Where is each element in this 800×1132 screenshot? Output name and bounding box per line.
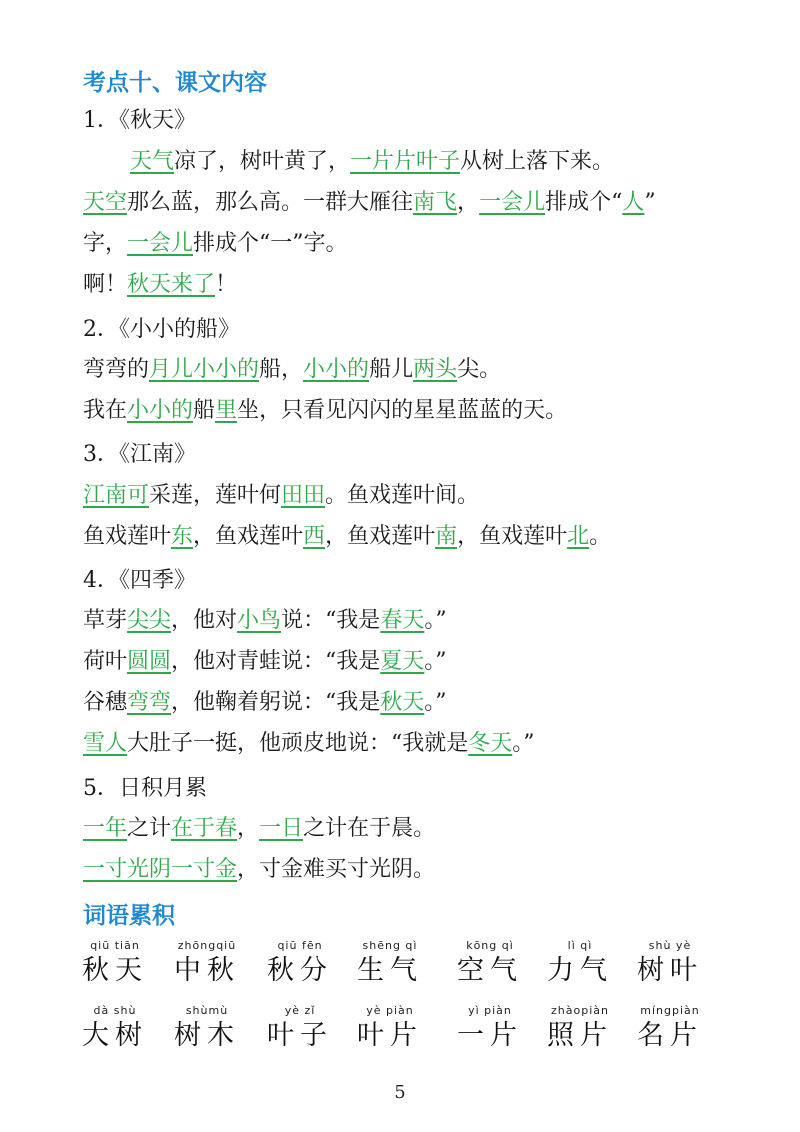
highlighted-phrase: 冬天 (468, 731, 513, 756)
pinyin: shùmù (185, 1004, 229, 1017)
vocab-item (445, 1003, 535, 1053)
highlighted-phrase: 南飞 (413, 190, 458, 215)
plain-text: 。 (589, 524, 612, 549)
pinyin: lì qì (567, 939, 593, 952)
vocab-word: 一片 (457, 1020, 523, 1051)
vocab-word: 照片 (547, 1020, 613, 1051)
vocab-word: 秋分 (267, 955, 333, 986)
highlighted-phrase: 秋天 (380, 690, 425, 715)
highlighted-phrase: 天空 (83, 190, 128, 215)
plain-text: ， (457, 190, 480, 215)
plain-text: 字， (83, 231, 128, 256)
highlighted-phrase: 小小的 (127, 398, 194, 423)
vocab-item (255, 938, 345, 988)
plain-text: ，他鞠着躬说：“我是 (171, 690, 381, 715)
vocab-word: 中秋 (174, 955, 240, 986)
vocab-item (535, 938, 625, 988)
plain-text: 。” (512, 731, 535, 756)
vocab-word: 叶子 (267, 1020, 333, 1051)
plain-text: ，他对 (171, 608, 238, 633)
highlighted-phrase: 弯弯 (127, 690, 172, 715)
lesson-title: 3．《江南》 (83, 442, 196, 467)
plain-text: 。” (424, 649, 447, 674)
plain-text: 坐，只看见闪闪的星星蓝蓝的天。 (237, 398, 568, 423)
plain-text: 大肚子一挺，他顽皮地说：“我就是 (127, 731, 469, 756)
plain-text: ，鱼戏莲叶 (325, 524, 436, 549)
vocab-row (80, 938, 720, 1002)
plain-text: 之计在于晨。 (303, 816, 436, 841)
highlighted-phrase: 一会儿 (127, 231, 194, 256)
text-line (83, 481, 760, 511)
highlighted-phrase: 天气 (130, 149, 175, 174)
plain-text: ” (644, 190, 656, 215)
text-line (83, 647, 760, 677)
pinyin: yè zǐ (284, 1004, 316, 1017)
plain-text: 谷穗 (83, 690, 128, 715)
plain-text: 船儿 (369, 357, 414, 382)
plain-text: 。鱼戏莲叶间。 (325, 483, 480, 508)
vocab-word: 叶片 (357, 1020, 423, 1051)
pinyin: dà shù (93, 1004, 137, 1017)
pinyin: yè piàn (366, 1004, 414, 1017)
highlighted-phrase: 夏天 (380, 649, 425, 674)
highlighted-phrase: 一片片叶子 (350, 149, 461, 174)
plain-text: ，鱼戏莲叶 (193, 524, 304, 549)
vocab-item (345, 938, 435, 988)
plain-text: 之计 (127, 816, 172, 841)
plain-text: 凉了，树叶黄了， (174, 149, 351, 174)
vocab-item (70, 1003, 160, 1053)
vocab-item (162, 1003, 252, 1053)
text-line (83, 814, 760, 844)
lesson-title: 5．日积月累 (83, 776, 207, 801)
plain-text: 说：“我是 (281, 608, 381, 633)
vocab-item (445, 938, 535, 988)
text-line (83, 229, 760, 259)
plain-text: ！ (215, 272, 238, 297)
pinyin: zhàopiàn (551, 1004, 609, 1017)
vocab-word: 空气 (457, 955, 523, 986)
highlighted-phrase: 秋天来了 (127, 272, 216, 297)
plain-text: 从树上落下来。 (460, 149, 615, 174)
highlighted-phrase: 一日 (259, 816, 304, 841)
pinyin: kōng qì (466, 939, 514, 952)
vocab-word: 秋天 (82, 955, 148, 986)
lesson-title: 1．《秋天》 (83, 108, 196, 133)
text-line (83, 729, 760, 759)
vocab-word: 大树 (82, 1020, 148, 1051)
text-line (83, 270, 760, 300)
plain-text: 采莲，莲叶何 (149, 483, 282, 508)
pinyin: qiū tiān (90, 939, 140, 952)
plain-text: ， (237, 816, 260, 841)
plain-text: ，鱼戏莲叶 (457, 524, 568, 549)
pinyin: shù yè (648, 939, 692, 952)
highlighted-phrase: 尖尖 (127, 608, 172, 633)
plain-text: 我在 (83, 398, 128, 423)
vocab-word: 树叶 (637, 955, 703, 986)
vocab-word: 生气 (357, 955, 423, 986)
vocab-item (345, 1003, 435, 1053)
plain-text: 船， (259, 357, 304, 382)
plain-text: 那么蓝，那么高。一群大雁往 (127, 190, 414, 215)
vocab-item (162, 938, 252, 988)
highlighted-phrase: 小小的 (303, 357, 370, 382)
plain-text: 排成个“ (545, 190, 623, 215)
plain-text: 尖。 (457, 357, 502, 382)
highlighted-phrase: 人 (622, 190, 645, 215)
lesson-title: 4．《四季》 (83, 568, 196, 593)
highlighted-phrase: 江南可 (83, 483, 150, 508)
highlighted-phrase: 圆圆 (127, 649, 172, 674)
highlighted-phrase: 月儿小小的 (149, 357, 260, 382)
text-line (83, 522, 760, 552)
plain-text: 弯弯的 (83, 357, 150, 382)
section-heading: 考点十、课文内容 (83, 70, 267, 96)
highlighted-phrase: 一年 (83, 816, 128, 841)
highlighted-phrase: 东 (171, 524, 194, 549)
plain-text: 船 (193, 398, 216, 423)
highlighted-phrase: 北 (567, 524, 590, 549)
text-line (83, 606, 760, 636)
vocab-heading: 词语累积 (83, 903, 175, 929)
vocab-item (70, 938, 160, 988)
highlighted-phrase: 两头 (413, 357, 458, 382)
plain-text: 荷叶 (83, 649, 128, 674)
pinyin: míngpiàn (640, 1004, 700, 1017)
vocab-item (535, 1003, 625, 1053)
highlighted-phrase: 春天 (380, 608, 425, 633)
vocab-word: 力气 (547, 955, 613, 986)
highlighted-phrase: 西 (303, 524, 326, 549)
plain-text: 草芽 (83, 608, 128, 633)
lesson-title: 2．《小小的船》 (83, 317, 240, 342)
text-line (83, 355, 760, 385)
text-line (83, 855, 760, 885)
text-line (130, 147, 760, 177)
text-line (83, 188, 760, 218)
highlighted-phrase: 一寸光阴一寸金 (83, 857, 238, 882)
vocab-item (625, 938, 715, 988)
pinyin: zhōngqiū (177, 939, 237, 952)
highlighted-phrase: 雪人 (83, 731, 128, 756)
vocab-row (80, 1003, 720, 1067)
text-line (83, 688, 760, 718)
highlighted-phrase: 一会儿 (479, 190, 546, 215)
plain-text: 。” (424, 690, 447, 715)
pinyin: qiū fēn (277, 939, 323, 952)
pinyin: yì piàn (468, 1004, 512, 1017)
highlighted-phrase: 南 (435, 524, 458, 549)
highlighted-phrase: 在于春 (171, 816, 238, 841)
plain-text: ，寸金难买寸光阴。 (237, 857, 436, 882)
text-line (83, 396, 760, 426)
vocab-item (255, 1003, 345, 1053)
highlighted-phrase: 小鸟 (237, 608, 282, 633)
vocab-word: 树木 (174, 1020, 240, 1051)
plain-text: 。” (424, 608, 447, 633)
plain-text: 鱼戏莲叶 (83, 524, 172, 549)
pinyin: shēng qì (362, 939, 418, 952)
plain-text: 排成个“一”字。 (193, 231, 348, 256)
vocab-item (625, 1003, 715, 1053)
page-number: 5 (394, 1082, 406, 1103)
highlighted-phrase: 里 (215, 398, 238, 423)
plain-text: 啊！ (83, 272, 128, 297)
plain-text: ，他对青蛙说：“我是 (171, 649, 381, 674)
highlighted-phrase: 田田 (281, 483, 326, 508)
vocab-word: 名片 (637, 1020, 703, 1051)
